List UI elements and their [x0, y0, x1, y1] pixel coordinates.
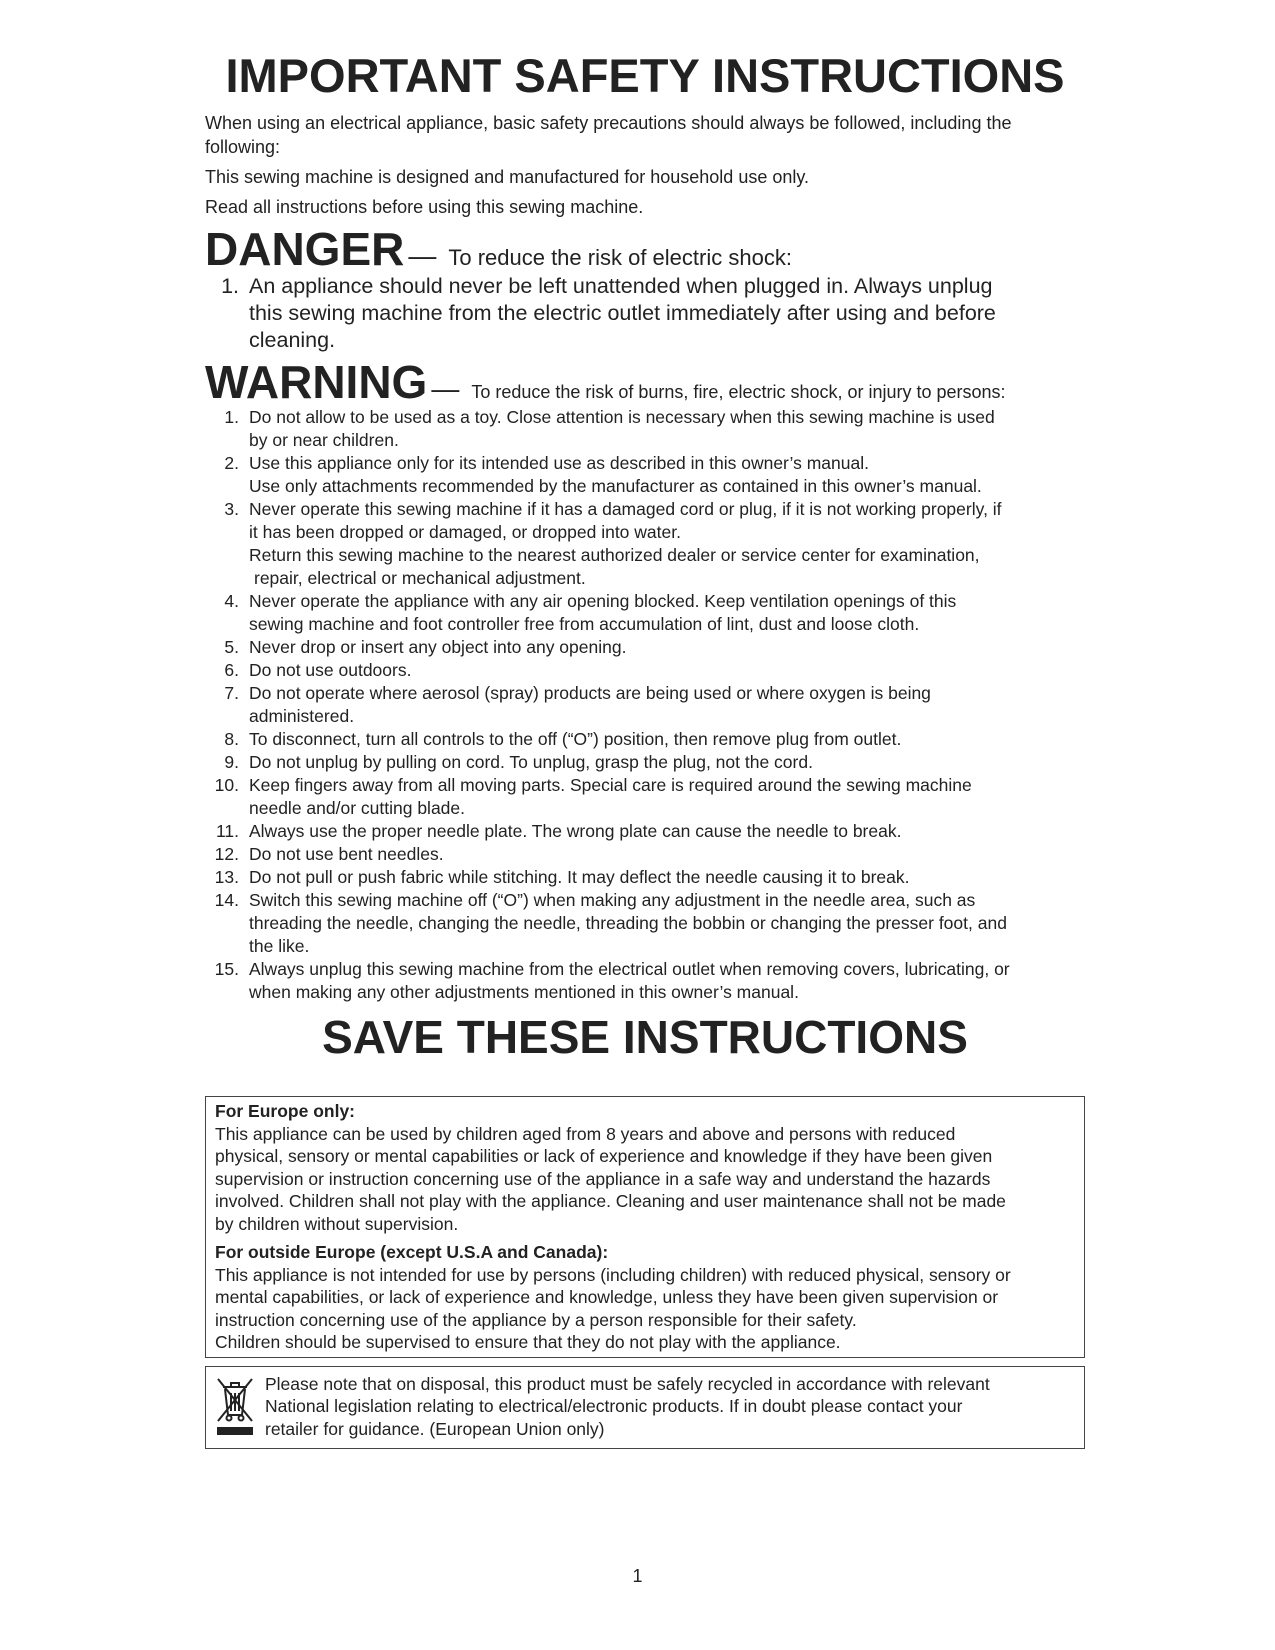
warning-item-line: threading the needle, changing the needle, threading the bobbin or changing the presser foot, and	[249, 913, 1007, 933]
europe-notice-box	[205, 1096, 1085, 1358]
weee-crossed-bin-icon	[215, 1375, 255, 1443]
danger-subtitle: To reduce the risk of electric shock:	[448, 245, 792, 270]
warning-item	[205, 406, 1085, 452]
warning-item-line: Always unplug this sewing machine from the electrical outlet when removing covers, lubricating, or	[249, 959, 1010, 979]
europe-text-line: involved. Children shall not play with the appliance. Cleaning and user maintenance shall not be made	[215, 1191, 1006, 1211]
outside-europe-text-line: instruction concerning use of the appliance by a person responsible for their safety.	[215, 1309, 857, 1330]
warning-item-line: Never operate this sewing machine if it has a damaged cord or plug, if it is not working properly, if	[249, 499, 1002, 519]
warning-item-line: Always use the proper needle plate. The wrong plate can cause the needle to break.	[249, 821, 902, 841]
warning-item-line: Do not allow to be used as a toy. Close attention is necessary when this sewing machine is used	[249, 407, 995, 427]
danger-item-line: An appliance should never be left unattended when plugged in. Always unplug	[249, 274, 993, 298]
warning-list	[205, 406, 1085, 1004]
warning-item-line: Use only attachments recommended by the manufacturer as contained in this owner’s manual.	[249, 476, 982, 496]
recycle-text-line: National legislation relating to electrical/electronic products. If in doubt please contact your	[265, 1396, 963, 1416]
danger-heading	[205, 225, 1085, 273]
warning-item	[205, 820, 1085, 843]
warning-item-line: Do not use bent needles.	[249, 844, 444, 864]
recycle-text	[265, 1373, 990, 1441]
recycle-text-line: Please note that on disposal, this product must be safely recycled in accordance with relevant	[265, 1373, 990, 1394]
warning-item	[205, 843, 1085, 866]
europe-text-line: by children without supervision.	[215, 1213, 459, 1234]
warning-item-text	[249, 498, 1002, 590]
warning-item-text	[249, 843, 444, 866]
outside-europe-text	[215, 1264, 1084, 1354]
europe-text-line: physical, sensory or mental capabilities or lack of experience and knowledge if they have been given	[215, 1146, 993, 1166]
warning-item-line: it has been dropped or damaged, or dropped into water.	[249, 522, 681, 542]
warning-item-line: Do not operate where aerosol (spray) products are being used or where oxygen is being	[249, 683, 931, 703]
page-content	[205, 48, 1085, 1457]
warning-item-line: when making any other adjustments mentioned in this owner’s manual.	[249, 982, 799, 1002]
warning-item-line: Do not unplug by pulling on cord. To unplug, grasp the plug, not the cord.	[249, 752, 813, 772]
outside-europe-text-line: This appliance is not intended for use by persons (including children) with reduced physical, sensory or	[215, 1264, 1011, 1285]
warning-item-text	[249, 889, 1007, 958]
warning-item-text	[249, 774, 972, 820]
danger-item-number: 1.	[221, 274, 239, 298]
warning-item-text	[249, 751, 813, 774]
warning-item-number: 3.	[224, 499, 239, 519]
warning-item	[205, 728, 1085, 751]
warning-item-line: Do not use outdoors.	[249, 660, 412, 680]
warning-item-text	[249, 659, 411, 682]
outside-europe-text-line: mental capabilities, or lack of experience and knowledge, unless they have been given supervision or	[215, 1287, 999, 1307]
europe-text	[215, 1123, 1084, 1236]
warning-item	[205, 751, 1085, 774]
intro-section	[205, 111, 1085, 219]
warning-item-number: 7.	[224, 683, 239, 703]
europe-text-line: This appliance can be used by children aged from 8 years and above and persons with reduced	[215, 1123, 956, 1144]
warning-item-line: Do not pull or push fabric while stitching. It may deflect the needle causing it to break.	[249, 867, 910, 887]
warning-item	[205, 682, 1085, 728]
europe-text-line: supervision or instruction concerning use of the appliance in a safe way and understand the hazards	[215, 1168, 991, 1189]
warning-item-text	[249, 452, 982, 498]
page-title: IMPORTANT SAFETY INSTRUCTIONS	[225, 49, 1065, 102]
warning-item-line: Return this sewing machine to the nearest authorized dealer or service center for examination,	[249, 545, 980, 565]
warning-item-line: Never drop or insert any object into any opening.	[249, 637, 627, 657]
warning-item-text	[249, 636, 626, 659]
warning-item-line: To disconnect, turn all controls to the off (“O”) position, then remove plug from outlet.	[249, 729, 902, 749]
warning-dash: —	[431, 373, 460, 404]
outside-europe-heading: For outside Europe (except U.S.A and Canada):	[215, 1242, 609, 1262]
warning-item-number: 6.	[224, 660, 239, 680]
danger-item	[205, 273, 1085, 354]
intro-paragraph: When using an electrical appliance, basic safety precautions should always be followed, including the following:	[205, 113, 1012, 157]
warning-item-text	[249, 820, 901, 843]
warning-item	[205, 774, 1085, 820]
warning-item-number: 10.	[214, 775, 239, 795]
warning-item-text	[249, 728, 901, 751]
warning-item-line: repair, electrical or mechanical adjustment.	[254, 568, 586, 588]
warning-item	[205, 498, 1085, 590]
danger-word: DANGER	[205, 223, 405, 275]
danger-item-text	[249, 273, 996, 354]
warning-item-number: 5.	[224, 637, 239, 657]
warning-item-number: 11.	[215, 821, 239, 841]
warning-item-line: Keep fingers away from all moving parts. Special care is required around the sewing machine	[249, 775, 972, 795]
warning-item-line: Use this appliance only for its intended use as described in this owner’s manual.	[249, 453, 869, 473]
warning-item-text	[249, 958, 1010, 1004]
warning-item-number: 9.	[224, 752, 239, 772]
europe-heading: For Europe only:	[215, 1101, 355, 1121]
danger-dash: —	[408, 240, 437, 271]
warning-item-number: 12.	[214, 844, 239, 864]
warning-item-line: needle and/or cutting blade.	[249, 798, 465, 818]
warning-item-number: 4.	[224, 591, 239, 611]
danger-list	[205, 273, 1085, 354]
warning-item	[205, 889, 1085, 958]
intro-paragraph: Read all instructions before using this sewing machine.	[205, 197, 644, 217]
warning-item	[205, 636, 1085, 659]
warning-item-number: 2.	[224, 453, 239, 473]
save-instructions-title: SAVE THESE INSTRUCTIONS	[322, 1011, 968, 1063]
warning-item-text	[249, 406, 995, 452]
warning-item-text	[249, 682, 931, 728]
warning-item-line: by or near children.	[249, 430, 399, 450]
recycle-text-line: retailer for guidance. (European Union only)	[265, 1418, 605, 1439]
warning-item	[205, 590, 1085, 636]
warning-subtitle: To reduce the risk of burns, fire, electric shock, or injury to persons:	[471, 382, 1006, 402]
page-number: 1	[632, 1566, 643, 1586]
warning-item-line: sewing machine and foot controller free from accumulation of lint, dust and loose cloth.	[249, 614, 920, 634]
warning-item-text	[249, 590, 956, 636]
warning-item-number: 14.	[214, 890, 239, 910]
outside-europe-text-line: Children should be supervised to ensure that they do not play with the appliance.	[215, 1332, 841, 1352]
warning-item-line: the like.	[249, 936, 310, 956]
warning-item	[205, 452, 1085, 498]
danger-item-line: cleaning.	[249, 328, 336, 352]
warning-item-text	[249, 866, 910, 889]
warning-item-line: administered.	[249, 706, 355, 726]
warning-item-number: 15.	[214, 959, 239, 979]
warning-item-number: 1.	[224, 407, 239, 427]
warning-item	[205, 958, 1085, 1004]
recycle-notice-box	[205, 1366, 1085, 1450]
warning-word: WARNING	[205, 356, 428, 408]
warning-item	[205, 866, 1085, 889]
intro-paragraph: This sewing machine is designed and manufactured for household use only.	[205, 167, 810, 187]
warning-item-line: Never operate the appliance with any air opening blocked. Keep ventilation openings of this	[249, 591, 957, 611]
warning-item-number: 8.	[224, 729, 239, 749]
danger-item-line: this sewing machine from the electric outlet immediately after using and before	[249, 301, 996, 325]
warning-item-line: Switch this sewing machine off (“O”) when making any adjustment in the needle area, such as	[249, 890, 976, 910]
warning-item	[205, 659, 1085, 682]
warning-item-number: 13.	[214, 867, 239, 887]
warning-heading	[205, 358, 1085, 406]
